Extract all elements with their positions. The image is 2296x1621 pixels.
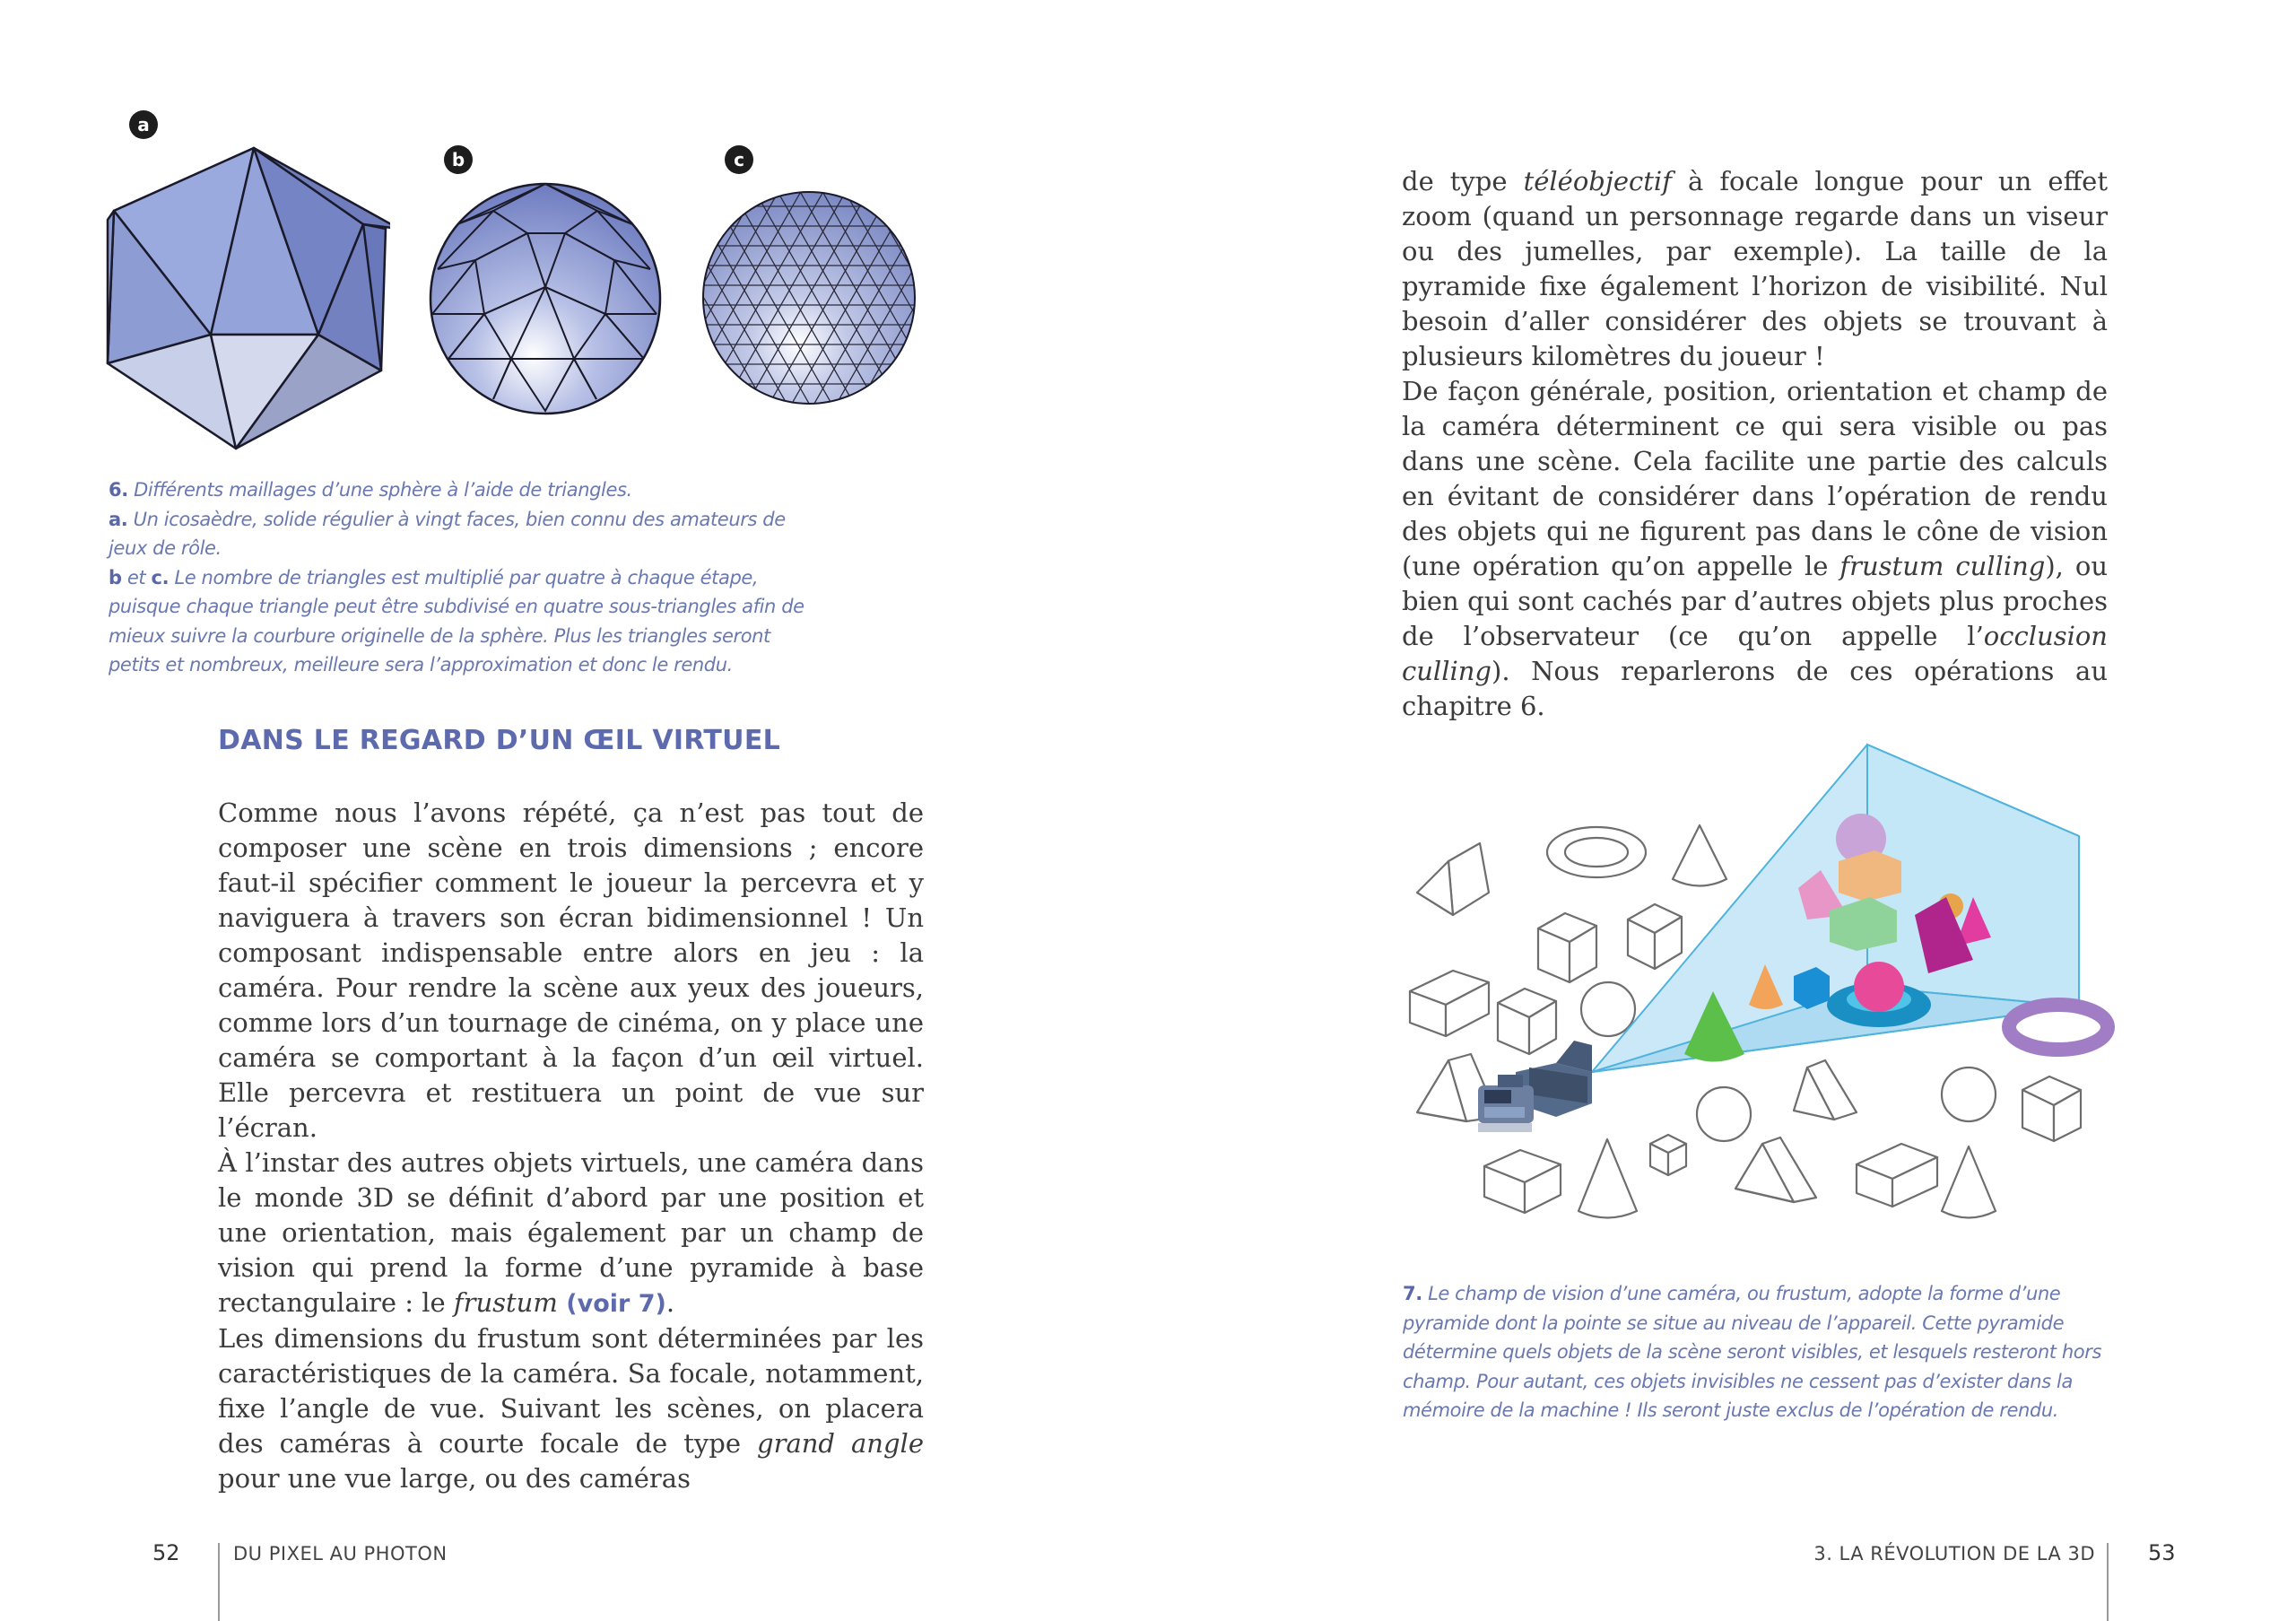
section-heading: DANS LE REGARD D’UN ŒIL VIRTUEL bbox=[218, 725, 781, 756]
caption-et: et bbox=[121, 566, 152, 588]
figure-7-reference-link[interactable]: (voir 7) bbox=[557, 1290, 666, 1318]
cone-shape bbox=[1942, 1146, 1996, 1218]
running-title-left: DU PIXEL AU PHOTON bbox=[233, 1543, 448, 1564]
box-shape bbox=[1857, 1144, 1937, 1207]
badge-a: a bbox=[129, 110, 158, 139]
badge-c: c bbox=[725, 145, 753, 174]
caption-text: Le champ de vision d’une caméra, ou frustum, adopte la forme d’une pyramide dont la pointe se situe au niveau de l’appareil. Cette pyramide détermine quels objets de la scène seront visibles, et lesquels resteront hors champ. Pour autant, ces objets invisibles ne cessent pas d’exister dans la mémoire de la machine ! Ils seront juste exclus de l’opération de rendu. bbox=[1403, 1283, 2102, 1421]
running-title-right: 3. LA RÉVOLUTION DE LA 3D bbox=[1813, 1543, 2095, 1564]
caption-b-label: b bbox=[109, 566, 122, 588]
caption-text: Différents maillages d’une sphère à l’aide de triangles. bbox=[127, 479, 632, 501]
left-paragraph-3: Les dimensions du frustum sont déterminées par les caractéristiques de la caméra. Sa focale, notamment, fixe l’angle de vue. Suivant les scènes, on placera des caméras à courte focale de type grand angle pour une vue large, ou des caméras bbox=[218, 1323, 924, 1494]
right-paragraph-1: de type téléobjectif à focale longue pour un effet zoom (quand un personnage regarde dans un viseur ou des jumelles, par exemple). La taille de la pyramide fixe également l’horizon de visibilité. Nul besoin d’aller considérer des objets se trouvant à plusieurs kilomètres du joueur ! bbox=[1402, 166, 2108, 371]
box-shape bbox=[1410, 971, 1489, 1036]
caption-number: 6. bbox=[109, 479, 128, 501]
cone-shape bbox=[1673, 825, 1726, 886]
purple-torus bbox=[2009, 1005, 2108, 1050]
cube-shape bbox=[2022, 1076, 2081, 1141]
badge-b: b bbox=[444, 145, 473, 174]
figure-6-caption bbox=[109, 475, 826, 680]
left-paragraph-1: Comme nous l’avons répété, ça n’est pas tout de composer une scène en trois dimensions ; encore faut-il spécifier comment le joueur la percevra et y naviguera à travers son écran bidimensionnel ! Un composant indispensable entre alors en jeu : la caméra. Pour rendre la scène aux yeux des joueurs, comme lors d’un tournage de cinéma, on y place une caméra se comportant à la façon d’un œil virtuel. Elle percevra et restituera un point de vue sur l’écran. bbox=[218, 797, 924, 1143]
caption-number: 7. bbox=[1403, 1283, 1422, 1304]
cube-shape bbox=[1498, 989, 1556, 1054]
sphere-shape bbox=[1697, 1087, 1751, 1141]
left-column bbox=[218, 725, 924, 1496]
right-column bbox=[1402, 164, 2108, 724]
caption-bc-text: Le nombre de triangles est multiplié par quatre à chaque étape, puisque chaque triangle peut être subdivisé en quatre sous-triangles afin de mieux suivre la courbure originelle de la sphère. Plus les triangles seront petits et nombreux, meilleure sera l’approximation et donc le rendu. bbox=[109, 566, 804, 675]
cube-shape bbox=[1538, 913, 1596, 982]
caption-a-label: a. bbox=[109, 508, 128, 530]
page-number-left: 52 bbox=[152, 1540, 180, 1565]
figure-7-caption bbox=[1403, 1279, 2120, 1425]
cone-shape bbox=[1578, 1139, 1637, 1218]
fine-sphere-illustration bbox=[700, 188, 919, 408]
box-shape bbox=[1484, 1150, 1561, 1213]
ring-shape bbox=[1547, 827, 1646, 877]
camera-icon bbox=[1478, 1041, 1592, 1132]
sphere-shape bbox=[1581, 982, 1635, 1036]
prism-shape bbox=[1794, 1060, 1857, 1120]
cube-shape bbox=[1650, 1135, 1686, 1175]
footer-rule-right bbox=[2107, 1543, 2109, 1621]
sphere-shape bbox=[1942, 1068, 1996, 1121]
left-paragraph-2: À l’instar des autres objets virtuels, une caméra dans le monde 3D se définit d’abord par une position et une orientation, mais également par un champ de vision qui prend la forme d’une pyramide à base rectangulaire : le frustum (voir 7). bbox=[218, 1147, 924, 1318]
right-paragraph-2: De façon générale, position, orientation et champ de la caméra déterminent ce qui sera visible ou pas dans une scène. Cela facilite une partie des calculs en évitant de considérer dans l’opération de rendu des objets qui ne figurent pas dans le cône de vision (une opération qu’on appelle le frustum culling), ou bien qui sont cachés par d’autres objets plus proches de l’observateur (ce qu’on appelle l’occlusion culling). Nous reparlerons de ces opérations au chapitre 6. bbox=[1402, 376, 2108, 721]
page-number-right: 53 bbox=[2148, 1540, 2176, 1565]
prism-shape bbox=[1417, 843, 1489, 915]
subdivided-sphere-illustration bbox=[422, 179, 668, 422]
prism-shape bbox=[1735, 1137, 1816, 1202]
icosahedron-illustration bbox=[103, 139, 390, 458]
camera-frustum-illustration bbox=[1399, 736, 2117, 1238]
footer-rule-left bbox=[218, 1543, 220, 1621]
caption-c-label: c. bbox=[151, 566, 170, 588]
pink-sphere bbox=[1854, 962, 1904, 1012]
caption-a-text: Un icosaèdre, solide régulier à vingt faces, bien connu des amateurs de jeux de rôle. bbox=[109, 508, 786, 559]
cube-shape bbox=[1628, 904, 1682, 969]
